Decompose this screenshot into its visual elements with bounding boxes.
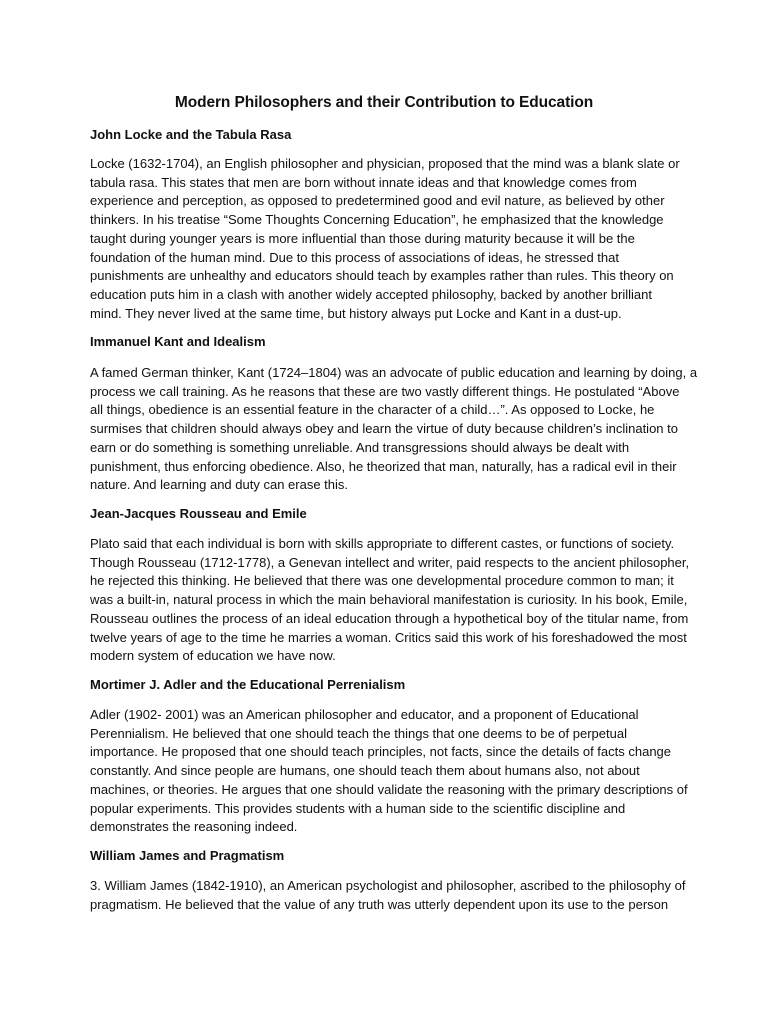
text-line: 3. William James (1842-1910), an American psychologist and philosopher, ascribed to the philosophy of [90,878,686,893]
text-line: was a built-in, natural process in which the main behavioral manifestation is curiosity. In his book, Emile, [90,592,688,608]
text-line: all things, obedience is an essential feature in the character of a child…”. As opposed to Locke, he [90,402,655,418]
text-line: foundation of the human mind. Due to this process of associations of ideas, he stressed that [90,249,619,265]
text-line: surmises that children should always obey and learn the virtue of duty because children’s inclination to [90,421,678,437]
text-line: he rejected this thinking. He believed that there was one developmental procedure common to man; it [90,573,674,589]
text-line: popular experiments. This provides students with a human side to the scientific discipline and [90,800,626,816]
text-line: A famed German thinker, Kant (1724–1804) was an advocate of public education and learning by doing, a [90,365,698,380]
text-line: Adler (1902- 2001) was an American philosopher and educator, and a proponent of Educational [90,707,639,722]
text-line: importance. He proposed that one should teach principles, not facts, since the details of facts change [90,744,672,760]
text-line: experience and perception, as opposed to predetermined good and evil nature, as believed by other [90,193,665,209]
text-line: constantly. And since people are humans, one should teach them about humans also, not about [90,763,640,779]
section-heading-rousseau: Jean-Jacques Rousseau and Emile [90,506,307,521]
document-title: Modern Philosophers and their Contribution to Education [174,94,594,111]
text-line: pragmatism. He believed that the value of any truth was utterly dependent upon its use to the person [90,896,669,912]
section-paragraph-adler [90,706,686,837]
text-line: taught during younger years is more influential than those during maturity because it will be the [90,230,635,246]
text-line: modern system of education we have now. [90,648,336,664]
text-line: process we call training. As he reasons that these are two vastly different things. He postulated “Above [90,383,680,399]
section-paragraph-rousseau [90,535,690,666]
text-line: tabula rasa. This states that men are born without innate ideas and that knowledge comes from [90,174,637,190]
section-heading-locke: John Locke and the Tabula Rasa [90,127,292,142]
section-heading-james: William James and Pragmatism [90,848,285,863]
section-paragraph-kant [90,364,698,495]
text-line: twelve years of age to the time he marries a woman. Critics said this work of his foreshadowed the most [90,629,687,645]
text-line: Locke (1632-1704), an English philosopher and physician, proposed that the mind was a blank slate or [90,156,680,171]
section-paragraph-james [90,877,686,914]
text-line: Perennialism. He believed that one should teach the things that one deems to be of perpetual [90,725,627,741]
section-heading-adler: Mortimer J. Adler and the Educational Perrenialism [90,677,406,692]
text-line: Rousseau outlines the process of an ideal education through a hypothetical boy of the titular name, from [90,610,689,626]
section-paragraph-locke [90,155,686,323]
text-line: thinkers. In his treatise “Some Thoughts Concerning Education”, he emphasized that the knowledge [90,212,664,228]
text-line: earn or do something is something unreliable. And transgressions should always be dealt with [90,439,630,455]
text-line: punishment, thus enforcing obedience. Also, he theorized that man, naturally, has a radical evil in their [90,458,677,474]
text-line: education puts him in a clash with another widely accepted philosophy, backed by another brilliant [90,286,652,302]
text-line: Plato said that each individual is born with skills appropriate to different castes, or functions of society. [90,536,675,551]
section-heading-kant: Immanuel Kant and Idealism [90,334,266,349]
text-line: demonstrates the reasoning indeed. [90,819,298,835]
text-line: mind. They never lived at the same time, but history always put Locke and Kant in a dust-up. [90,305,622,321]
text-line: punishments are unhealthy and educators should teach by examples rather than rules. This theory on [90,268,674,284]
text-line: Though Rousseau (1712-1778), a Genevan intellect and writer, paid respects to the ancient philosopher, [90,554,690,570]
text-line: machines, or theories. He argues that one should validate the reasoning with the primary descriptions of [90,781,688,797]
text-line: nature. And learning and duty can erase this. [90,477,349,493]
